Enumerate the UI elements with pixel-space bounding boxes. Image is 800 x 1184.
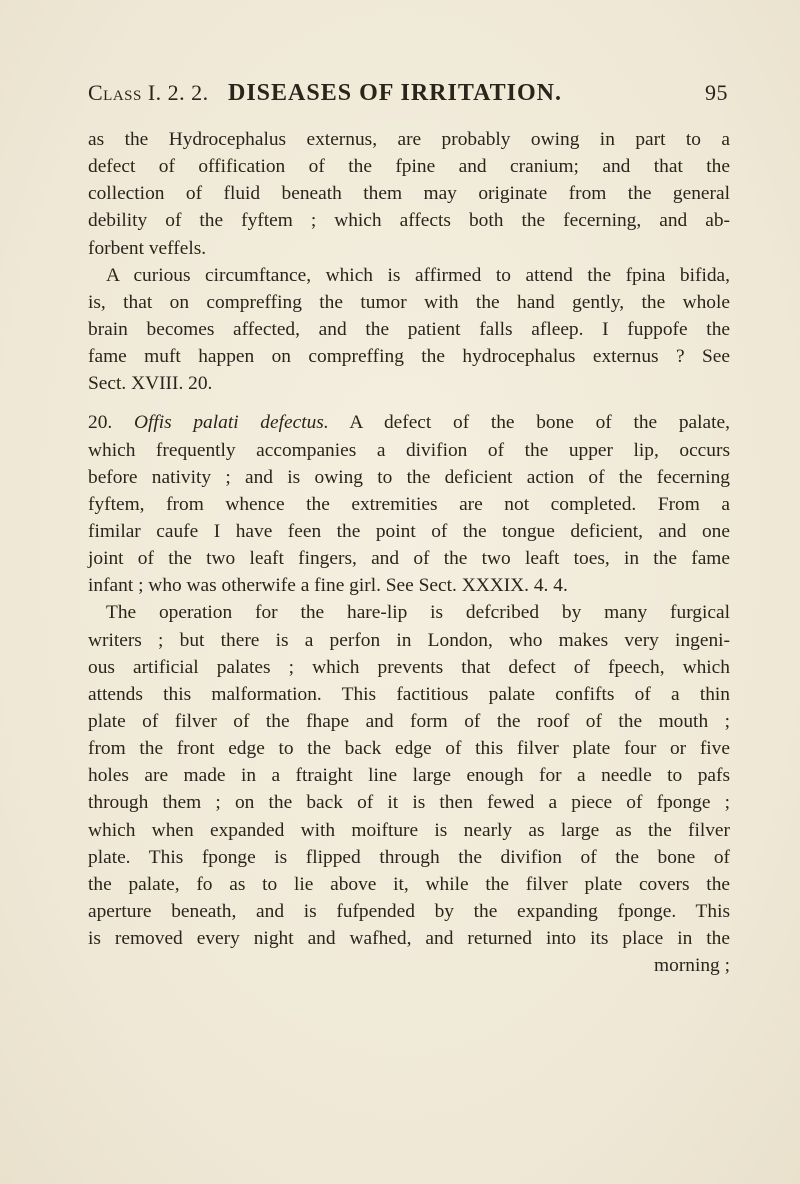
text-line: plate. This fponge is flipped through the divifion of the bone of — [88, 846, 730, 868]
text-line: through them ; on the back of it is then fewed a piece of fponge ; — [88, 792, 730, 814]
running-header — [88, 80, 728, 116]
class-label: Class I. 2. 2. — [88, 80, 209, 105]
text-line: fimilar caufe I have feen the point of the tongue deficient, and one — [88, 520, 730, 542]
text-line: as the Hydrocephalus externus, are probably owing in part to a — [88, 129, 730, 150]
text-line: which frequently accompanies a divifion of the upper lip, occurs — [88, 439, 730, 461]
text-line: writers ; but there is a perfon in London, who makes very ingeni- — [88, 629, 730, 651]
text-line: is removed every night and wafhed, and returned into its place in the — [88, 928, 730, 950]
text-line: plate of filver of the fhape and form of the roof of the mouth ; — [88, 710, 730, 732]
chapter-title: DISEASES OF IRRITATION. — [228, 80, 562, 106]
paragraph-1 — [88, 126, 730, 262]
page-number: 95 — [705, 80, 728, 105]
text-line: debility of the fyftem ; which affects both the fecerning, and ab- — [88, 210, 730, 232]
text-line: attends this malformation. This factitious palate confifts of a thin — [88, 683, 730, 705]
text-line: brain becomes affected, and the patient falls afleep. I fuppofe the — [88, 318, 730, 340]
section-number: 20. — [88, 412, 113, 434]
section-20 — [88, 409, 730, 599]
text-line: fyftem, from whence the extremities are not completed. From a — [88, 493, 730, 515]
text-line: aperture beneath, and is fufpended by the expanding fponge. This — [88, 900, 730, 922]
text-line: The operation for the hare-lip is defcribed by many furgical — [106, 602, 730, 624]
text-line: the palate, fo as to lie above it, while the filver plate covers the — [88, 873, 730, 895]
text-line: holes are made in a ftraight line large enough for a needle to pafs — [88, 765, 730, 787]
text-line: Sect. XVIII. 20. — [88, 373, 213, 395]
text-line: infant ; who was otherwife a fine girl. See Sect. XXXIX. 4. 4. — [88, 575, 568, 597]
section-first-line — [88, 409, 730, 436]
paragraph-4 — [88, 599, 730, 952]
text-line: before nativity ; and is owing to the deficient action of the fecerning — [88, 466, 730, 488]
text-line: collection of fluid beneath them may originate from the general — [88, 183, 730, 205]
text-line: which when expanded with moifture is nearly as large as the filver — [88, 819, 730, 841]
catchword: morning ; — [654, 955, 730, 977]
text-line: defect of offification of the fpine and cranium; and that the — [88, 156, 730, 178]
section-heading: Offis palati defectus. — [133, 412, 329, 434]
body-text — [88, 126, 730, 979]
text-line: ous artificial palates ; which prevents that defect of fpeech, which — [88, 656, 730, 678]
text-line: A curious circumftance, which is affirmed to attend the fpina bifida, — [106, 264, 730, 286]
text-line: forbent veffels. — [88, 237, 207, 259]
text-line: A defect of the bone of the palate, — [349, 412, 730, 434]
text-line: fame muft happen on compreffing the hydrocephalus externus ? See — [88, 346, 730, 368]
paragraph-2 — [88, 262, 730, 398]
text-line: is, that on compreffing the tumor with the hand gently, the whole — [88, 291, 730, 313]
text-line: from the front edge to the back edge of this filver plate four or five — [88, 738, 730, 760]
text-line: joint of the two leaft fingers, and of the two leaft toes, in the fame — [88, 548, 730, 570]
